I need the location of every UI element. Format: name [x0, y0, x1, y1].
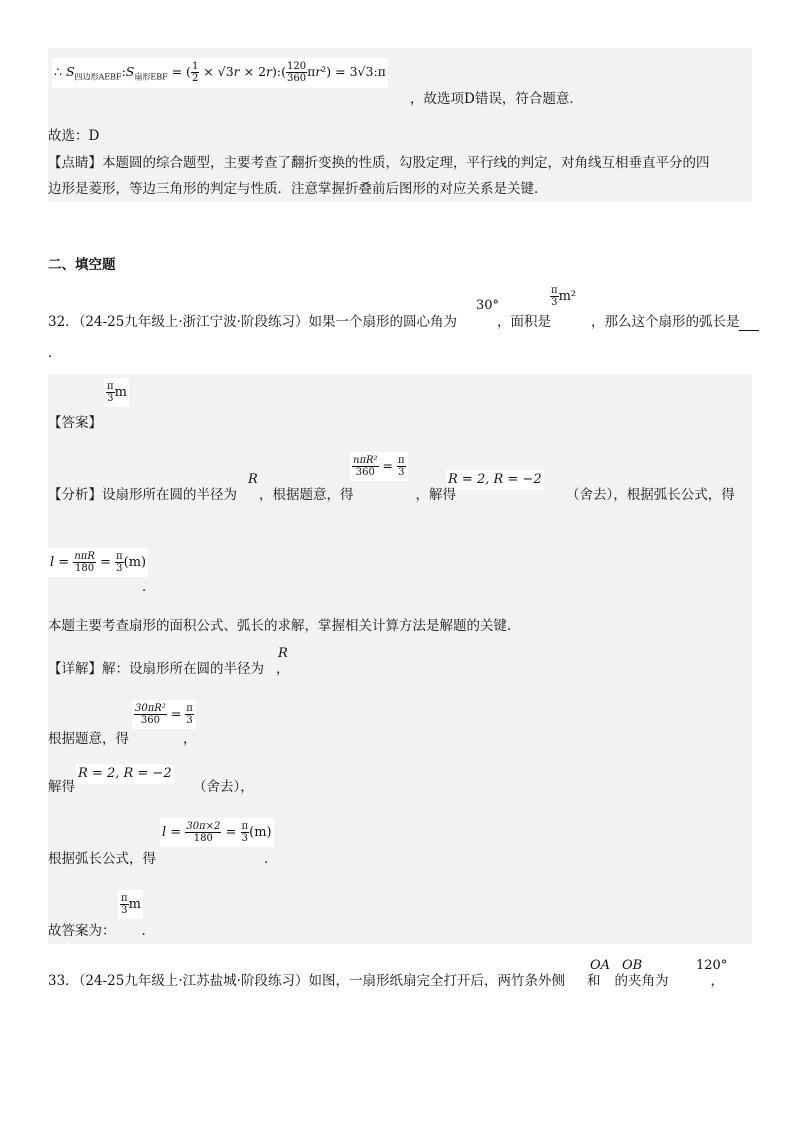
analysis-solution: R = 2, R = −2	[446, 470, 544, 490]
answer-label: 【答案】	[48, 415, 102, 431]
q33-line: 33．（24-25九年级上·江苏盐城·阶段练习）如图，一扇形纸扇完全打开后，两竹条外侧 和 的夹角为 ，	[48, 973, 724, 989]
detail-var-R: R	[278, 646, 288, 661]
answer-blank	[739, 316, 759, 331]
detail-line: 【详解】解：设扇形所在圆的半径为 ，	[48, 661, 290, 677]
detail-by-text: 根据题意，得 ，	[48, 731, 197, 747]
detail-arc-text: 根据弧长公式，得 ．	[48, 851, 278, 867]
q32-dot: ．	[48, 345, 62, 361]
summary-line: 本题主要考查扇形的面积公式、弧长的求解，掌握相关计算方法是解题的关键．	[48, 618, 521, 634]
analysis-var-R: R	[248, 472, 258, 487]
q33-oa: OA	[590, 958, 611, 973]
detail-solve-text: 解得 （舍去），	[48, 779, 254, 795]
comment-line-1: 【点睛】本题圆的综合题型，主要考查了翻折变换的性质，勾股定理，平行线的判定，对角线互相垂直平分的四	[48, 155, 710, 171]
q32-line: 32．（24-25九年级上·浙江宁波·阶段练习）如果一个扇形的圆心角为 ，面积是 ，那么这个扇形的弧长是	[48, 313, 759, 331]
q32-angle: 30°	[476, 298, 500, 313]
area-ratio-formula: ∴ $S_{四边形AEBF}:S_{扇形EBF}$ = ( $\frac{1}{2}$ × √3r × 2r):( $\frac{120}{360}$ πr²) = 3√3:π	[52, 58, 388, 88]
answer-value: $\frac{\pi}{3}$ m	[104, 378, 129, 407]
detail-arc-formula: l = $\frac{30\pi\times 2}{180}$ = $\frac{\pi}{3}$ (m)	[160, 818, 274, 847]
choice-line: 故选：D	[48, 128, 100, 144]
final-answer-value: $\frac{\pi}{3}$ m	[118, 890, 143, 919]
analysis-line: 【分析】设扇形所在圆的半径为 ，根据题意，得 ，解得 （舍去），根据弧长公式，得	[48, 487, 735, 503]
final-answer-line: 故答案为： ．	[48, 923, 155, 939]
arc-period: ．	[142, 579, 156, 595]
q33-ob: OB	[622, 958, 643, 973]
detail-equation: $\frac{\text{30πR²}}{360}$ = $\frac{\pi}{3}$	[132, 700, 196, 729]
analysis-equation: $\frac{\text{nπR²}}{360}$ = $\frac{\pi}{3}$	[350, 452, 408, 481]
section-title: 二、填空题	[48, 257, 116, 273]
arc-length-formula: l = $\frac{\text{nπR}}{180}$ = $\frac{\pi}{3}$ (m)	[48, 548, 148, 577]
comment-line-2: 边形是菱形，等边三角形的判定与性质．注意掌握折叠前后图形的对应关系是关键．	[48, 181, 548, 197]
q32-area-value: $\frac{\pi}{3}$ m²	[551, 285, 577, 308]
detail-solution: R = 2, R = −2	[76, 764, 174, 784]
q33-angle: 120°	[696, 958, 728, 973]
option-conclusion: ，故选项D错误，符合题意．	[410, 91, 583, 107]
